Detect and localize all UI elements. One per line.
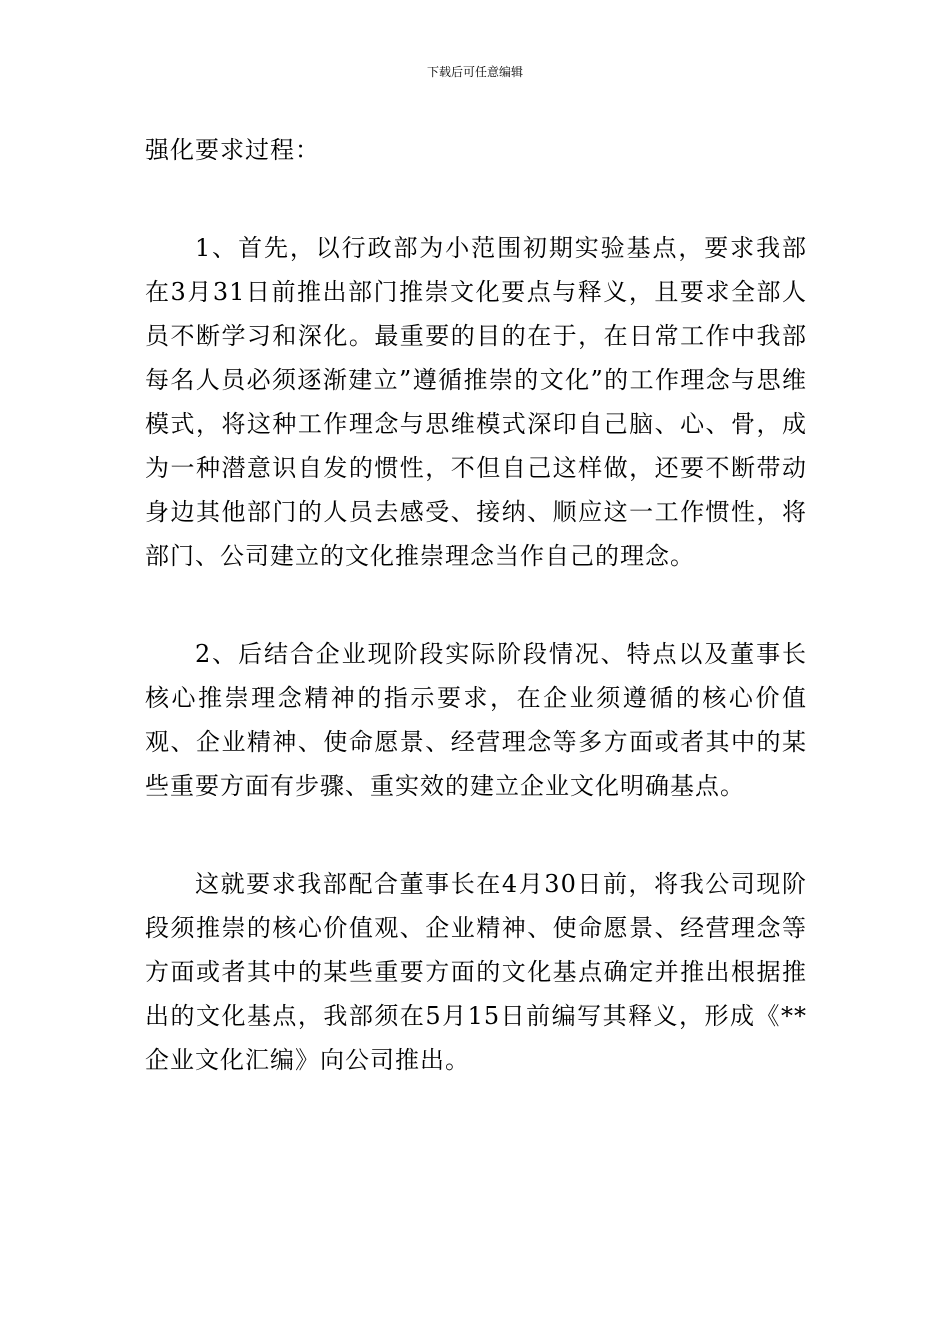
page-header-note: 下载后可任意编辑: [426, 65, 523, 79]
paragraph-1: 1、首先，以行政部为小范围初期实验基点，要求我部在3月31日前推出部门推崇文化要点与释义，且要求全部人员不断学习和深化。最重要的目的在于，在日常工作中我部每名人员必须逐渐建立”遵循推崇的文化”的工作理念与思维模式，将这种工作理念与思维模式深印自己脑、心、骨，成为一种潜意识自发的惯性，不但自己这样做，还要不断带动身边其他部门的人员去感受、接纳、顺应这一工作惯性，将部门、公司建立的文化推崇理念当作自己的理念。: [145, 234, 807, 570]
section-heading: 强化要求过程：: [145, 136, 320, 164]
document-body: [145, 128, 807, 1082]
paragraph-2: 2、后结合企业现阶段实际阶段情况、特点以及董事长核心推崇理念精神的指示要求，在企业须遵循的核心价值观、企业精神、使命愿景、经营理念等多方面或者其中的某些重要方面有步骤、重实效的建立企业文化明确基点。: [145, 640, 807, 800]
paragraph-3: 这就要求我部配合董事长在4月30日前，将我公司现阶段须推崇的核心价值观、企业精神、使命愿景、经营理念等方面或者其中的某些重要方面的文化基点确定并推出根据推出的文化基点，我部须在5月15日前编写其释义，形成《**企业文化汇编》向公司推出。: [145, 870, 807, 1074]
